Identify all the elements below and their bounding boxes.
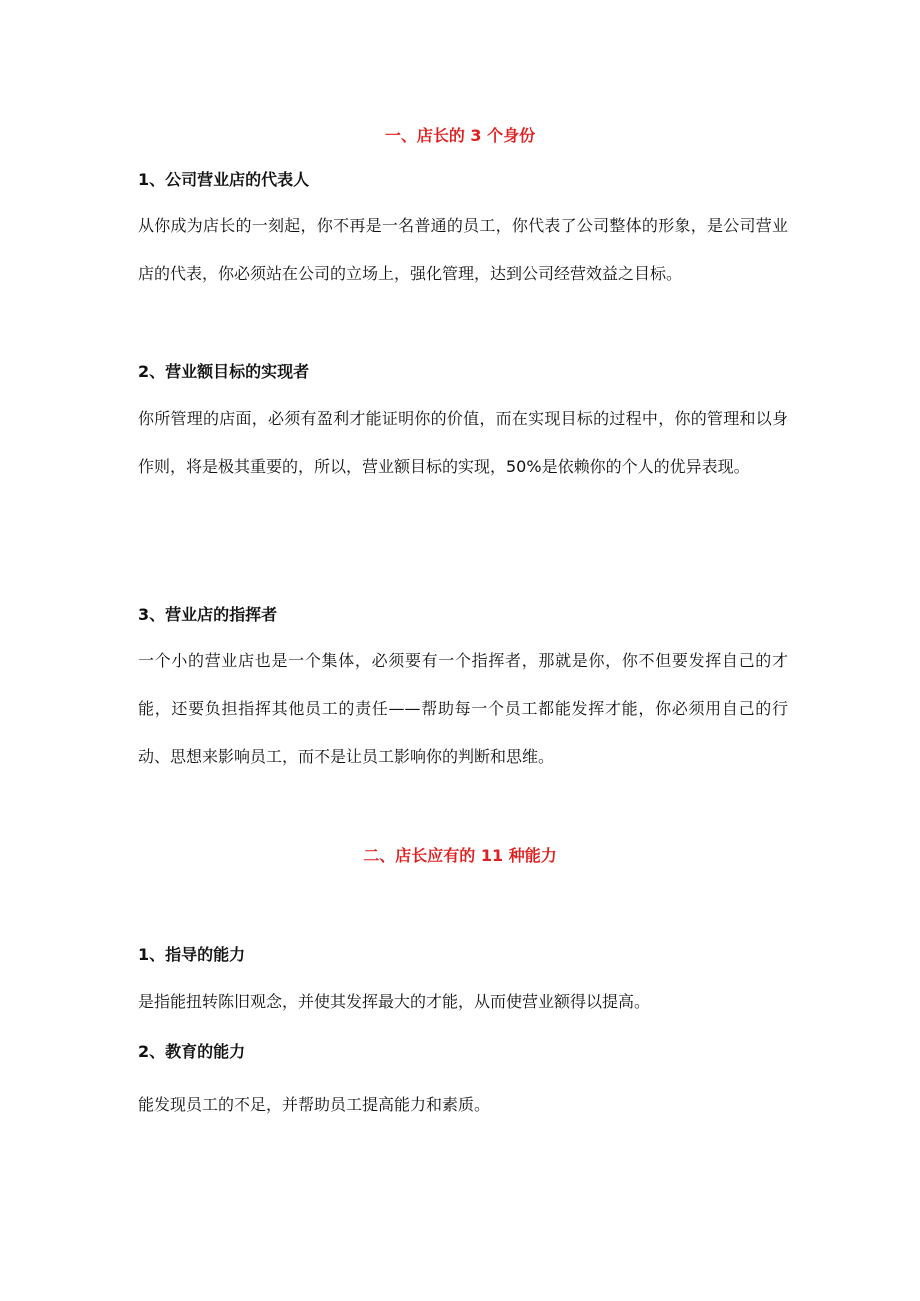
paragraph-store-commander: 一个小的营业店也是一个集体，必须要有一个指挥者，那就是你，你不但要发挥自己的才能，还要负担指挥其他员工的责任——帮助每一个员工都能发挥才能，你必须用自己的行动、思想来影响员工，而不是让员工影响你的判断和思维。 <box>138 651 788 766</box>
heading-guidance-ability: 1、指导的能力 <box>138 945 246 964</box>
section-title-identities: 一、店长的 3 个身份 <box>384 126 536 145</box>
heading-education-ability: 2、教育的能力 <box>138 1042 246 1061</box>
heading-store-commander: 3、营业店的指挥者 <box>138 605 278 624</box>
section-title-abilities: 二、店长应有的 11 种能力 <box>363 846 557 865</box>
paragraph-company-representative: 从你成为店长的一刻起，你不再是一名普通的员工，你代表了公司整体的形象，是公司营业店的代表，你必须站在公司的立场上，强化管理，达到公司经营效益之目标。 <box>138 216 788 283</box>
paragraph-sales-target-achiever: 你所管理的店面，必须有盈利才能证明你的价值，而在实现目标的过程中，你的管理和以身作则，将是极其重要的，所以，营业额目标的实现，50%是依赖你的个人的优异表现。 <box>138 409 788 476</box>
paragraph-education-ability: 能发现员工的不足，并帮助员工提高能力和素质。 <box>138 1095 491 1114</box>
heading-company-representative: 1、公司营业店的代表人 <box>138 170 310 189</box>
heading-sales-target-achiever: 2、营业额目标的实现者 <box>138 362 310 381</box>
paragraph-guidance-ability: 是指能扭转陈旧观念，并使其发挥最大的才能，从而使营业额得以提高。 <box>138 992 651 1011</box>
